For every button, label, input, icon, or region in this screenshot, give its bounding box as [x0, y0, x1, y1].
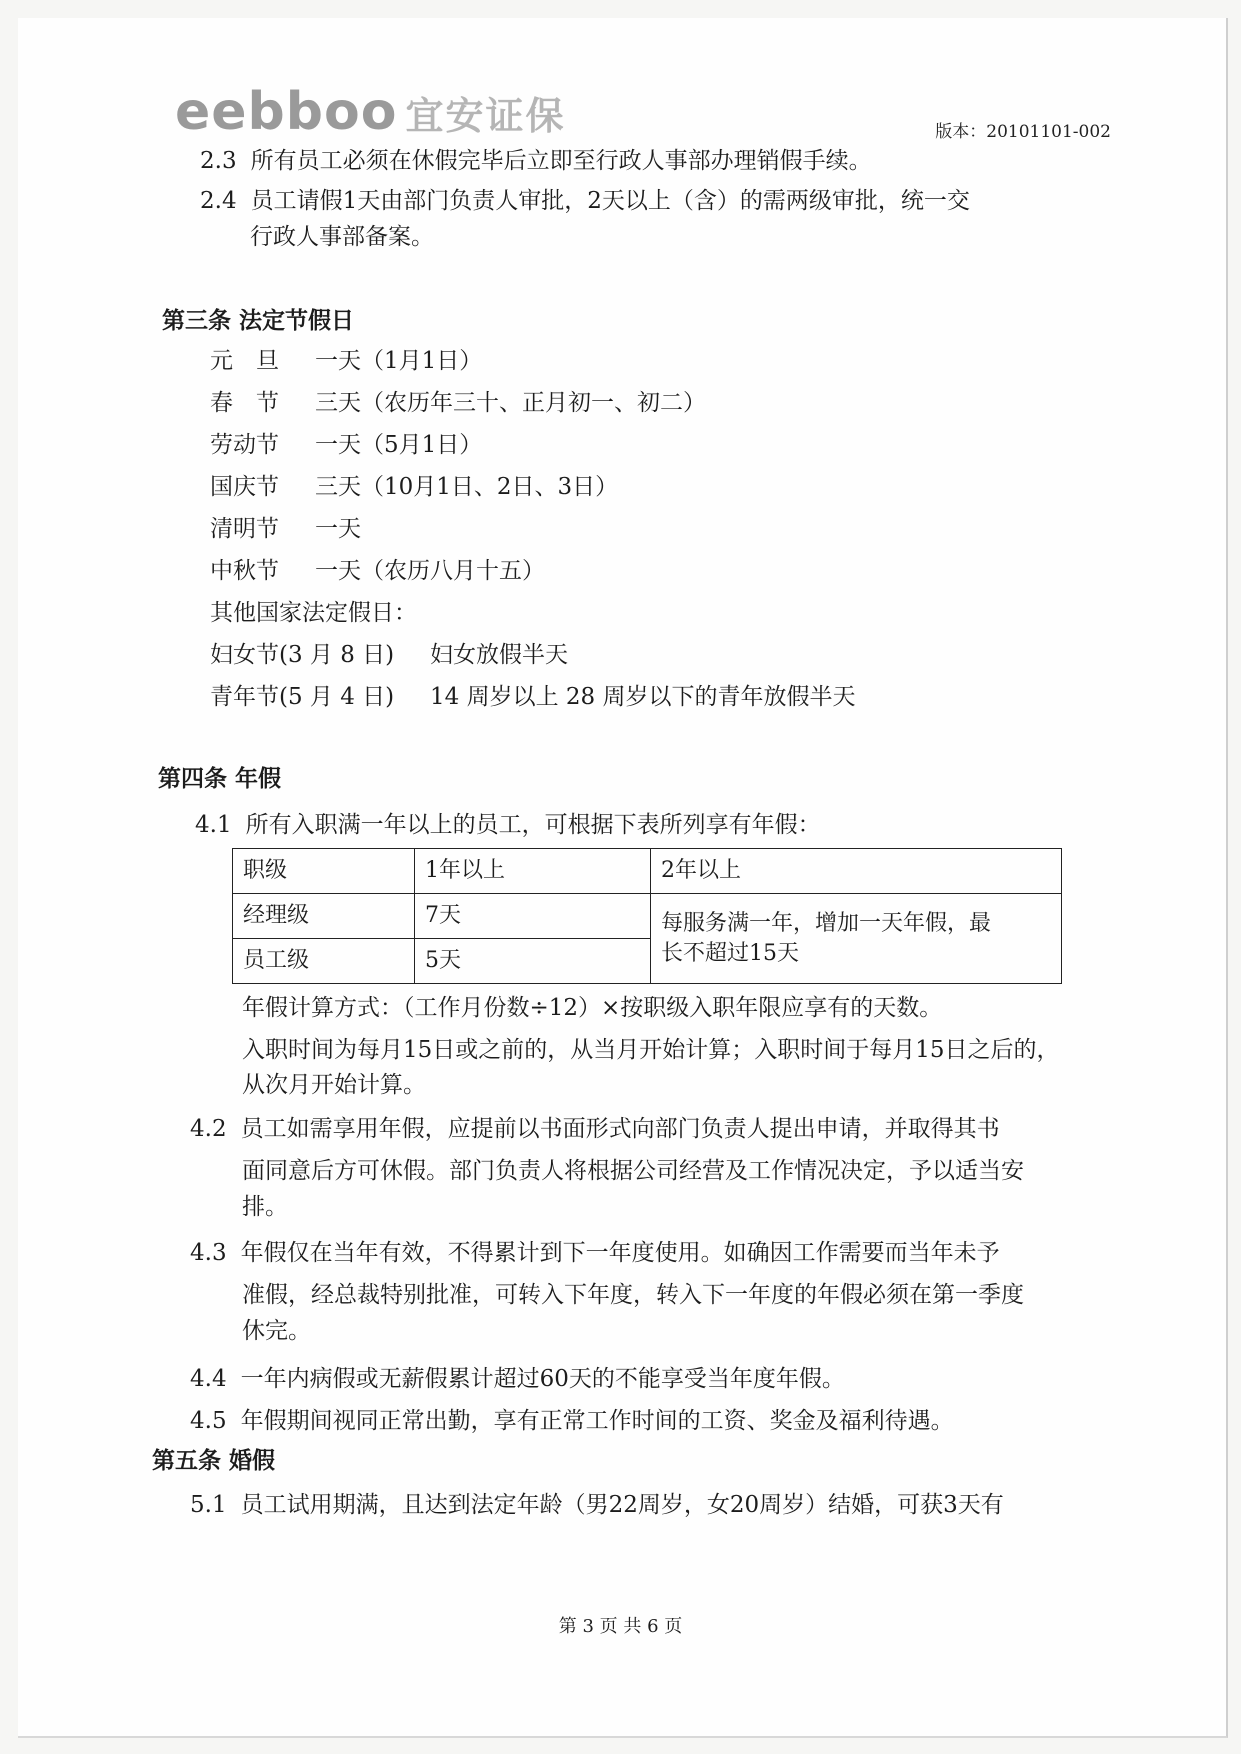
item-text: 一年内病假或无薪假累计超过60天的不能享受当年度年假。 — [240, 1366, 845, 1392]
table-row — [233, 894, 1062, 939]
holiday-detail: 三天（10月1日、2日、3日） — [315, 474, 619, 500]
item-4-2-continued: 排。 — [242, 1194, 288, 1220]
logo-wordmark: eebboo — [175, 82, 398, 142]
item-text: 所有员工必须在休假完毕后立即至行政人事部办理销假手续。 — [250, 148, 872, 174]
item-4-4 — [190, 1364, 845, 1394]
item-number: 4.5 — [190, 1408, 227, 1434]
item-number: 2.3 — [200, 148, 237, 174]
holiday-name: 劳动节 — [210, 432, 279, 458]
item-4-3-continued: 准假，经总裁特别批准，可转入下年度，转入下一年度的年假必须在第一季度 — [242, 1282, 1024, 1308]
item-2-3 — [200, 146, 872, 176]
item-2-4 — [200, 186, 970, 216]
calc-method-line: 入职时间为每月15日或之前的，从当月开始计算；入职时间于每月15日之后的， — [242, 1037, 1060, 1063]
item-2-4-continued: 行政人事部备案。 — [250, 224, 434, 250]
table-header-cell: 1年以上 — [415, 849, 651, 894]
company-logo — [175, 82, 565, 142]
item-4-3-continued: 休完。 — [242, 1318, 311, 1344]
table-cell-merged-note — [651, 894, 1062, 984]
holiday-row — [210, 430, 482, 460]
calc-method-line: 从次月开始计算。 — [242, 1072, 426, 1098]
item-text: 员工如需享用年假，应提前以书面形式向部门负责人提出申请，并取得其书 — [240, 1116, 1000, 1142]
article-4-title: 第四条 年假 — [158, 765, 282, 792]
item-4-2-continued: 面同意后方可休假。部门负责人将根据公司经营及工作情况决定，予以适当安 — [242, 1158, 1024, 1184]
holiday-row — [210, 556, 545, 586]
other-holiday-row — [210, 682, 855, 712]
table-cell-one-year: 5天 — [415, 939, 651, 984]
table-header-cell: 职级 — [233, 849, 415, 894]
table-header-row — [233, 849, 1062, 894]
item-number: 4.2 — [190, 1116, 227, 1142]
merged-note-line: 每服务满一年，增加一天年假，最 — [661, 910, 992, 936]
holiday-name: 清明节 — [210, 516, 279, 542]
calc-method-line: 年假计算方式：（工作月份数÷12）×按职级入职年限应享有的天数。 — [242, 995, 943, 1021]
holiday-name: 国庆节 — [210, 474, 279, 500]
table-cell-one-year: 7天 — [415, 894, 651, 939]
item-number: 5.1 — [190, 1492, 227, 1518]
logo-chinese-name: 宜安证保 — [405, 93, 566, 138]
other-holiday-row — [210, 640, 568, 670]
item-text: 员工试用期满，且达到法定年龄（男22周岁，女20周岁）结婚，可获3天有 — [240, 1492, 1004, 1518]
holiday-name: 青年节(5 月 4 日) — [210, 684, 395, 710]
item-number: 2.4 — [200, 188, 237, 214]
holiday-detail: 一天（农历八月十五） — [315, 558, 545, 584]
item-number: 4.1 — [195, 812, 232, 838]
item-number: 4.3 — [190, 1240, 227, 1266]
holiday-detail: 一天（1月1日） — [315, 348, 483, 374]
item-4-3 — [190, 1238, 1000, 1268]
item-4-1 — [195, 810, 821, 840]
table-header-cell: 2年以上 — [651, 849, 1062, 894]
holiday-name: 妇女节(3 月 8 日) — [210, 642, 395, 668]
item-5-1 — [190, 1490, 1004, 1520]
item-text: 年假仅在当年有效，不得累计到下一年度使用。如确因工作需要而当年未予 — [240, 1240, 1000, 1266]
version-label: 版本：20101101-002 — [935, 122, 1111, 142]
holiday-detail: 一天 — [315, 516, 361, 542]
holiday-row — [210, 514, 361, 544]
holiday-detail: 妇女放假半天 — [430, 642, 568, 668]
item-text: 年假期间视同正常出勤，享有正常工作时间的工资、奖金及福利待遇。 — [240, 1408, 954, 1434]
holiday-name: 春 节 — [210, 390, 279, 416]
merged-note-line: 长不超过15天 — [661, 940, 799, 966]
other-holidays-title: 其他国家法定假日： — [210, 600, 417, 626]
holiday-row — [210, 472, 618, 502]
article-3-title: 第三条 法定节假日 — [162, 307, 355, 334]
article-5-title: 第五条 婚假 — [152, 1447, 276, 1474]
table-cell-level: 经理级 — [233, 894, 415, 939]
holiday-detail: 一天（5月1日） — [315, 432, 483, 458]
item-text: 员工请假1天由部门负责人审批，2天以上（含）的需两级审批，统一交 — [250, 188, 970, 214]
holiday-name: 元 旦 — [210, 348, 279, 374]
item-number: 4.4 — [190, 1366, 227, 1392]
holiday-detail: 三天（农历年三十、正月初一、初二） — [315, 390, 706, 416]
item-text: 所有入职满一年以上的员工，可根据下表所列享有年假： — [245, 812, 821, 838]
holiday-name: 中秋节 — [210, 558, 279, 584]
page-number: 第 3 页 共 6 页 — [558, 1616, 683, 1637]
annual-leave-table — [232, 848, 1062, 984]
holiday-row — [210, 346, 482, 376]
holiday-row — [210, 388, 706, 418]
holiday-detail: 14 周岁以上 28 周岁以下的青年放假半天 — [430, 684, 856, 710]
item-4-2 — [190, 1114, 1000, 1144]
table-cell-level: 员工级 — [233, 939, 415, 984]
item-4-5 — [190, 1406, 954, 1436]
